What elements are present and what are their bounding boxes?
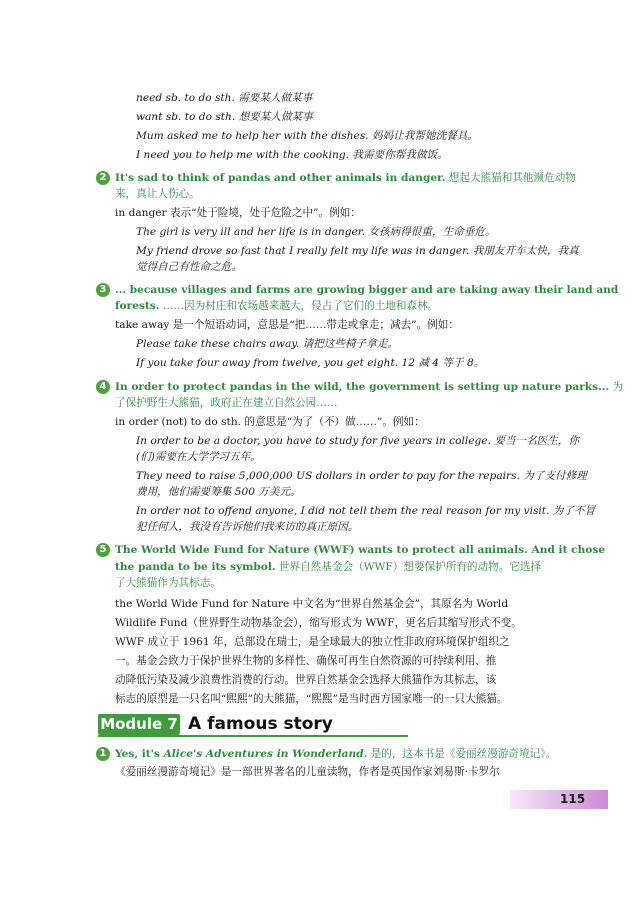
example-line: need sb. to do sth. 需要某人做某事 (136, 92, 313, 104)
example-line: (们)需要在大学学习五年。 (136, 451, 261, 463)
note-heading-zh: 是的，这本书是《爱丽丝漫游奇境记》。 (367, 748, 557, 760)
note-heading-en: It's sad to think of pandas and other animals in danger. (115, 172, 446, 184)
paragraph-line: 动降低污染及减少浪费性消费的行动。世界自然基金会选择大熊猫作为其标志，该 (115, 674, 497, 686)
example-line: I need you to help me with the cooking. 我需要你帮我做饭。 (136, 149, 448, 161)
note-number-badge: 1 (96, 747, 110, 761)
example-line: Mum asked me to help her with the dishes. 妈妈让我帮她洗餐具。 (136, 130, 478, 142)
example-line: Please take these chairs away. 请把这些椅子拿走。 (136, 338, 398, 350)
note-heading-zh: 世界自然基金会（WWF）想要保护所有的动物。它选择 (275, 561, 542, 573)
example-line: In order to be a doctor, you have to study for five years in college. 要当一名医生，你 (136, 435, 580, 447)
note-heading-zh: ……因为村庄和农场越来越大，侵占了它们的土地和森林。 (159, 300, 439, 312)
note-heading-en: ... because villages and farms are growing bigger and are taking away their land and (115, 284, 619, 296)
note-heading-cont: 了保护野生大熊猫，政府正在建立自然公园…… (115, 397, 338, 409)
book-title: Alice's Adventures in Wonderland (163, 748, 364, 760)
example-line: The girl is very ill and her life is in danger. 女孩病得很重，生命垂危。 (136, 226, 496, 238)
page-number: 115 (560, 792, 586, 806)
example-line: They need to raise 5,000,000 US dollars in order to pay for the repairs. 为了支付修理 (136, 470, 587, 482)
paragraph-line: the World Wide Fund for Nature 中文名为“世界自然基金会”，其原名为 World (115, 598, 509, 610)
page-number-band (510, 790, 608, 809)
module-badge: Module 7 (98, 714, 180, 735)
note-heading-cont (115, 299, 438, 313)
note-explanation: take away 是一个短语动词，意思是“把……带走或拿走；减去”。例如： (115, 319, 459, 331)
example-line: In order not to offend anyone, I did not tell them the real reason for my visit. 为了不冒 (136, 505, 596, 517)
note-number-badge: 2 (96, 171, 110, 185)
note-heading-en: Yes, it's (115, 748, 164, 760)
example-line: 觉得自己有性命之危。 (136, 261, 242, 273)
paragraph-line: 一。基金会致力于保护世界生物的多样性、确保可再生自然资源的可持续利用、推 (115, 655, 497, 667)
example-line: want sb. to do sth. 想要某人做某事 (136, 111, 313, 123)
example-line: 费用，他们需要筹集 500 万美元。 (136, 486, 301, 498)
module-title: A famous story (188, 714, 333, 734)
note-explanation: in order (not) to do sth. 的意思是“为了（不）做……”。例如： (115, 416, 425, 428)
example-line: If you take four away from twelve, you get eight. 12 减 4 等于 8。 (136, 357, 485, 369)
note-heading (115, 380, 623, 394)
paragraph-line: 《爱丽丝漫游奇境记》是一部世界著名的儿童读物，作者是英国作家刘易斯·卡罗尔 (115, 766, 500, 778)
note-heading (115, 747, 556, 761)
note-heading-cont: 来，真让人伤心。 (115, 188, 200, 200)
note-heading-zh: 为 (609, 381, 624, 393)
note-number-badge: 5 (96, 543, 110, 557)
note-heading-zh: 想起大熊猫和其他濒危动物 (445, 172, 576, 184)
note-explanation: in danger 表示“处于险境，处于危险之中”。例如： (115, 207, 361, 219)
note-heading-en: In order to protect pandas in the wild, the government is setting up nature parks... (115, 381, 610, 393)
note-heading-cont (115, 560, 541, 574)
note-number-badge: 3 (96, 283, 110, 297)
note-heading-cont: 了大熊猫作为其标志。 (115, 577, 221, 589)
note-heading-en: the panda to be its symbol. (115, 561, 276, 573)
module-underline (98, 735, 408, 737)
example-line: 犯任何人，我没有告诉他们我来访的真正原因。 (136, 521, 359, 533)
paragraph-line: WWF 成立于 1961 年，总部设在瑞士，是全球最大的独立性非政府环境保护组织之 (115, 636, 510, 648)
example-line: My friend drove so fast that I really felt my life was in danger. 我朋友开车太快，我真 (136, 245, 579, 257)
paragraph-line: Wildlife Fund（世界野生动物基金会），缩写形式为 WWF，更名后其缩写形式不变。 (115, 617, 522, 629)
note-heading-en: . (363, 748, 368, 760)
note-heading-en: forests. (115, 300, 160, 312)
note-number-badge: 4 (96, 380, 110, 394)
note-heading (115, 171, 576, 185)
paragraph-line: 标志的原型是一只名叫“熙熙”的大熊猫，“熙熙”是当时西方国家唯一的一只大熊猫。 (115, 693, 508, 705)
note-heading-en: The World Wide Fund for Nature (WWF) wants to protect all animals. And it chose (115, 544, 606, 556)
